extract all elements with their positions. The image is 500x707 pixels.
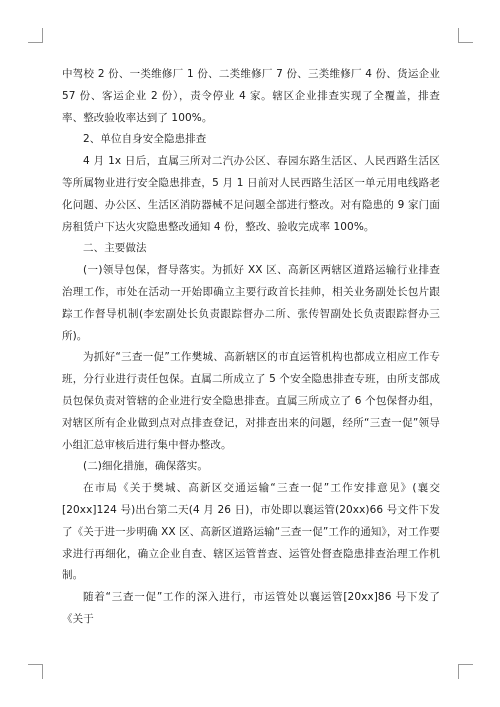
paragraph-self-inspection: 4 月 1x 日后，直属三所对二汽办公区、春园东路生活区、人民西路生活区等所属物业进行安全隐患排查，5 月 1 日前对人民西路生活区一单元用电线路老化问题、办公区、生活区消防器械不足问题全部进行整改。对有隐患的 9 家门面房租赁户下达火灾隐患整改通知 4 份，整改、验收完成率 100%。 <box>62 155 440 233</box>
document-body <box>62 64 440 631</box>
paragraph-further-notice: 随着“三查一促”工作的深入进行，市运管处以襄运管[20xx]86 号下发了《关于 <box>62 591 440 625</box>
crop-mark-bottom-right <box>458 664 473 679</box>
paragraph-continued-statistics: 中驾校 2 份、一类维修厂 1 份、二类维修厂 7 份、三类维修厂 4 份、货运企业 57 份、客运企业 2 份），责令停业 4 家。辖区企业排查实现了全覆盖，排查率、整改验收率达到了 100%。 <box>62 68 440 124</box>
paragraph-work-teams: 为抓好“三查一促”工作樊城、高新辖区的市直运管机构也都成立相应工作专班，分行业进行责任包保。直属二所成立了 5 个安全隐患排查专班，由所支部成员包保负责对管辖的企业进行安全隐患排查。直属三所成立了 6 个包保督办组，对辖区所有企业做到点对点排查登记，对排查出来的问题，经所“三查一促”领导小组汇总审核后进行集中督办整改。 <box>62 351 440 451</box>
paragraph-refined-measures: 在市局《关于樊城、高新区交通运输“三查一促”工作安排意见》(襄交[20xx]124 号)出台第二天(4 月 26 日)，市处即以襄运管(20xx)66 号文件下发了《关于进一步明确 XX 区、高新区道路运输“三查一促”工作的通知》，对工作要求进行再细化，确立企业自查、辖区运管普查、运管处督查隐患排查治理工作机制。 <box>62 482 440 582</box>
crop-mark-top-right <box>458 28 473 43</box>
crop-mark-top-left <box>28 28 43 43</box>
section-heading-main-methods: 二、主要做法 <box>83 242 147 255</box>
crop-mark-bottom-left <box>28 664 43 679</box>
subheading-self-inspection: 2、单位自身安全隐患排查 <box>83 133 207 146</box>
paragraph-leadership-supervision: (一)领导包保，督导落实。为抓好 XX 区、高新区两辖区道路运输行业排查治理工作，市处在活动一开始即确立主要行政首长挂帅，相关业务副处长包片跟踪工作督导机制(李宏副处长负责跟踪督办二所、张传智副处长负责跟踪督办三所)。 <box>62 264 440 342</box>
subheading-refined-measures: (二)细化措施，确保落实。 <box>83 460 208 473</box>
